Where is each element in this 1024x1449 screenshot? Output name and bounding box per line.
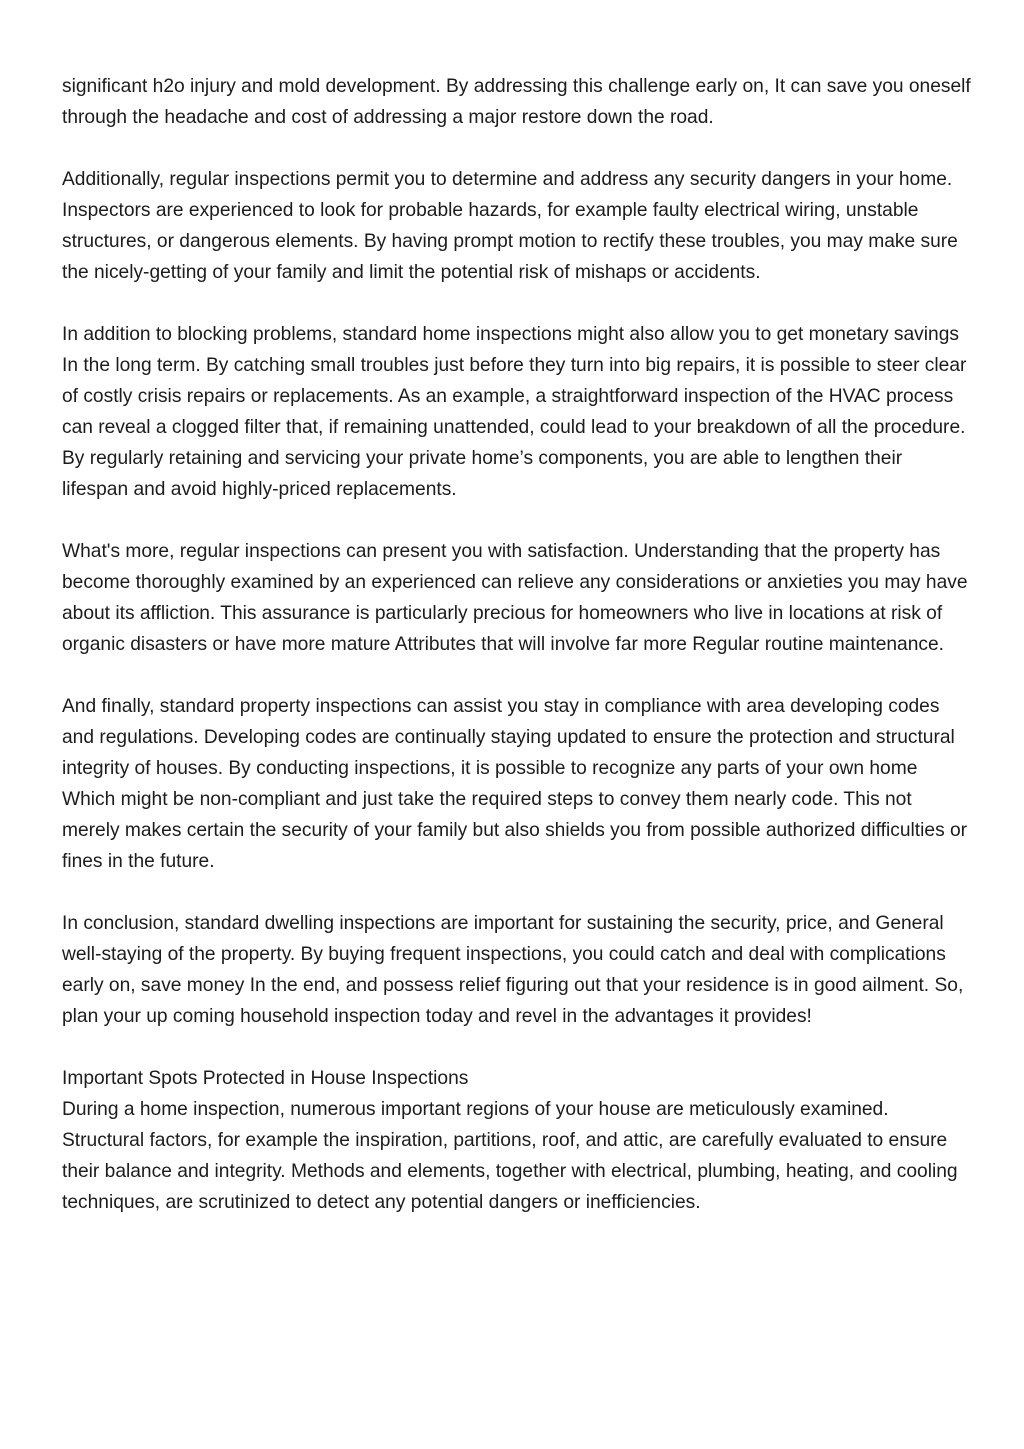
paragraph-safety-hazards: Additionally, regular inspections permit you to determine and address any security dangers in your home. Inspectors are experienced to look for probable hazards, for example faulty electrical wiring, unstable structures, or dangerous elements. By having prompt motion to rectify these troubles, you may make sure the nicely-getting of your family and limit the potential risk of mishaps or accidents. — [62, 169, 958, 283]
paragraph-water-damage: significant h2o injury and mold development. By addressing this challenge early on, It can save you oneself through the headache and cost of addressing a major restore down the road. — [62, 76, 971, 128]
paragraph-code-compliance: And finally, standard property inspections can assist you stay in compliance with area developing codes and regulations. Developing codes are continually staying updated to ensure the protection and structural integrity of houses. By conducting inspections, it is possible to recognize any parts of your own home Which might be non-compliant and just take the required steps to convey them nearly code. This not merely makes certain the security of your family but also shields you from possible authorized difficulties or fines in the future. — [62, 696, 968, 872]
document-page — [62, 71, 972, 1218]
paragraph-peace-of-mind: What's more, regular inspections can present you with satisfaction. Understanding that the property has become thoroughly examined by an experienced can relieve any considerations or anxieties you may have about its affliction. This assurance is particularly precious for homeowners who live in locations at risk of organic disasters or have more mature Attributes that will involve far more Regular routine maintenance. — [62, 541, 968, 655]
paragraph-conclusion: In conclusion, standard dwelling inspections are important for sustaining the security, price, and General well-staying of the property. By buying frequent inspections, you could catch and deal with complications early on, save money In the end, and possess relief figuring out that your residence is in good ailment. So, plan your up coming household inspection today and revel in the advantages it provides! — [62, 913, 964, 1027]
paragraph-cost-savings: In addition to blocking problems, standard home inspections might also allow you to get monetary savings In the long term. By catching small troubles just before they turn into big repairs, it is possible to steer clear of costly crisis repairs or replacements. As an example, a straightforward inspection of the HVAC process can reveal a clogged filter that, if remaining unattended, could lead to your breakdown of all the procedure. By regularly retaining and servicing your private home’s components, you are able to lengthen their lifespan and avoid highly-priced replacements. — [62, 324, 967, 500]
section-heading: Important Spots Protected in House Inspections — [62, 1068, 469, 1089]
section-body: During a home inspection, numerous important regions of your house are meticulously examined. Structural factors, for example the inspiration, partitions, roof, and attic, are carefully evaluated to ensure their balance and integrity. Methods and elements, together with electrical, plumbing, heating, and cooling techniques, are scrutinized to detect any potential dangers or inefficiencies. — [62, 1099, 958, 1213]
